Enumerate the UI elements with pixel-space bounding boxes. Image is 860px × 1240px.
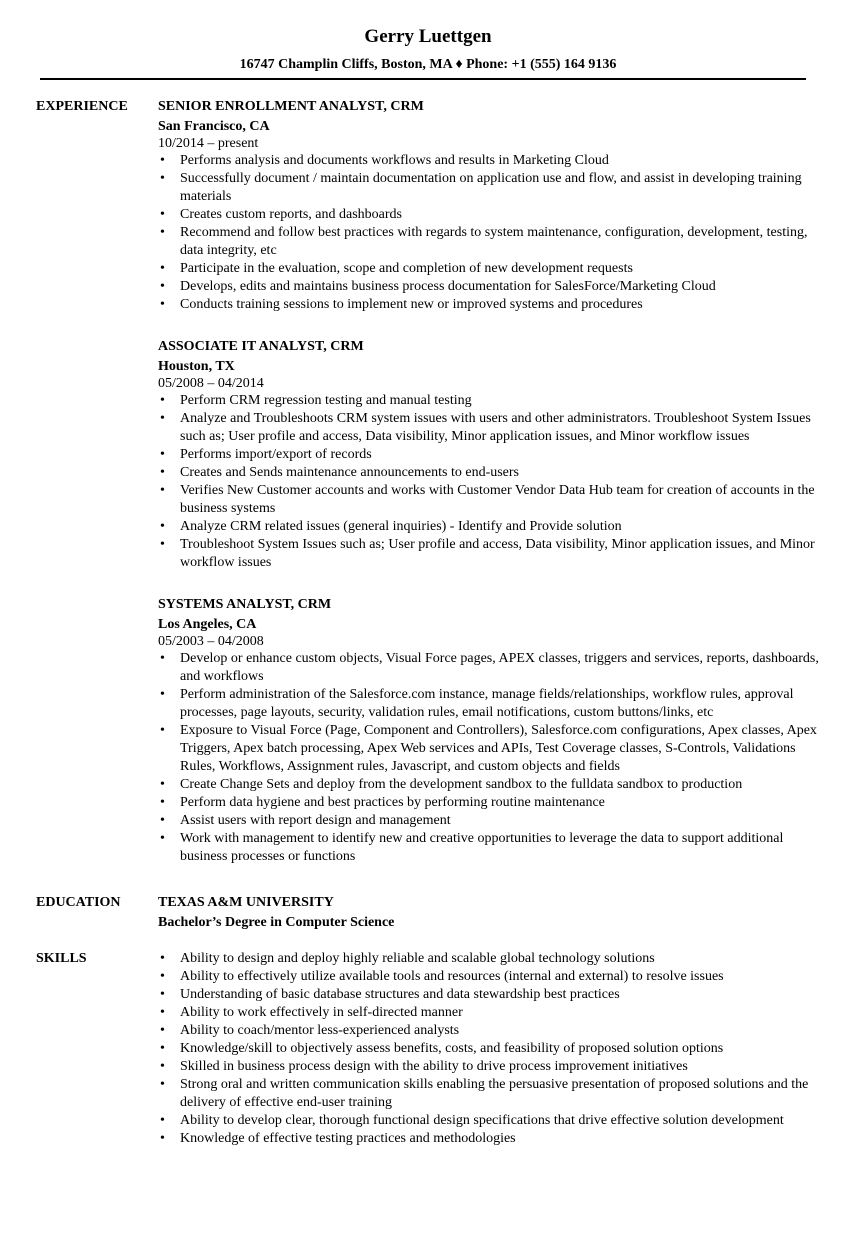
job-bullet: • Perform data hygiene and best practices by performing routine maintenance bbox=[180, 794, 820, 812]
job-bullet: • Recommend and follow best practices with regards to system maintenance, configuration, development, testing, data integrity, etc bbox=[180, 224, 820, 260]
skill-item: • Strong oral and written communication skills enabling the persuasive presentation of proposed solutions and the delivery of effective end-user training bbox=[180, 1076, 820, 1112]
skill-item: • Ability to effectively utilize available tools and resources (internal and external) to resolve issues bbox=[180, 968, 820, 986]
experience-body bbox=[158, 98, 820, 866]
job-bullet: • Creates custom reports, and dashboards bbox=[180, 206, 820, 224]
experience-section bbox=[36, 98, 820, 866]
skills-section bbox=[36, 950, 820, 1148]
education-degree: Bachelor’s Degree in Computer Science bbox=[158, 915, 395, 930]
experience-label: EXPERIENCE bbox=[36, 99, 128, 114]
job-bullet: • Create Change Sets and deploy from the development sandbox to the fulldata sandbox to production bbox=[180, 776, 820, 794]
job-bullet: • Work with management to identify new and creative opportunities to leverage the data to support additional business processes or functions bbox=[180, 830, 820, 866]
candidate-name: Gerry Luettgen bbox=[364, 26, 492, 47]
contact-line: 16747 Champlin Cliffs, Boston, MA ♦ Phone: +1 (555) 164 9136 bbox=[239, 57, 617, 72]
job-bullet: • Exposure to Visual Force (Page, Component and Controllers), Salesforce.com configurations, Apex classes, Apex Triggers, Apex batch processing, Apex Web services and APIs, Test Coverage classes, S-Controls, Validations Rules, Workflows, Assignment rules, Javascript, and custom objects and fields bbox=[180, 722, 820, 776]
job-bullets bbox=[158, 392, 820, 572]
job-dates: 05/2008 – 04/2014 bbox=[158, 376, 264, 391]
skills-label: SKILLS bbox=[36, 951, 87, 966]
job-title: SYSTEMS ANALYST, CRM bbox=[158, 597, 332, 612]
skill-item: • Knowledge/skill to objectively assess benefits, costs, and feasibility of proposed solution options bbox=[180, 1040, 820, 1058]
skill-item: • Ability to work effectively in self-directed manner bbox=[180, 1004, 820, 1022]
education-body bbox=[158, 894, 820, 932]
education-school: TEXAS A&M UNIVERSITY bbox=[158, 895, 334, 910]
job-location: Houston, TX bbox=[158, 359, 235, 374]
skill-item: • Understanding of basic database structures and data stewardship best practices bbox=[180, 986, 820, 1004]
job-entry bbox=[158, 338, 820, 572]
job-bullet: • Performs analysis and documents workflows and results in Marketing Cloud bbox=[180, 152, 820, 170]
job-bullets bbox=[158, 650, 820, 866]
skill-item: • Ability to coach/mentor less-experienced analysts bbox=[180, 1022, 820, 1040]
job-bullet: • Perform administration of the Salesforce.com instance, manage fields/relationships, workflow rules, approval processes, page layouts, security, validation rules, email notifications, custom buttons/links, etc bbox=[180, 686, 820, 722]
job-bullet: • Participate in the evaluation, scope and completion of new development requests bbox=[180, 260, 820, 278]
job-bullet: • Analyze CRM related issues (general inquiries) - Identify and Provide solution bbox=[180, 518, 820, 536]
job-bullet: • Develops, edits and maintains business process documentation for SalesForce/Marketing Cloud bbox=[180, 278, 820, 296]
job-location: Los Angeles, CA bbox=[158, 617, 257, 632]
job-bullet: • Creates and Sends maintenance announcements to end-users bbox=[180, 464, 820, 482]
skills-body bbox=[158, 950, 820, 1148]
skill-item: • Knowledge of effective testing practices and methodologies bbox=[180, 1130, 820, 1148]
skills-list bbox=[158, 950, 820, 1148]
header-divider bbox=[40, 78, 806, 80]
skill-item: • Ability to design and deploy highly reliable and scalable global technology solutions bbox=[180, 950, 820, 968]
education-label: EDUCATION bbox=[36, 895, 121, 910]
job-bullet: • Analyze and Troubleshoots CRM system issues with users and other administrators. Troubleshoot System Issues such as; User profile and access, Data visibility, Minor application issues, and Minor workflow issues bbox=[180, 410, 820, 446]
job-dates: 05/2003 – 04/2008 bbox=[158, 634, 264, 649]
job-entry bbox=[158, 596, 820, 866]
job-bullet: • Troubleshoot System Issues such as; User profile and access, Data visibility, Minor application issues, and Minor workflow issues bbox=[180, 536, 820, 572]
job-bullet: • Perform CRM regression testing and manual testing bbox=[180, 392, 820, 410]
job-bullet: • Verifies New Customer accounts and works with Customer Vendor Data Hub team for creation of accounts in the business systems bbox=[180, 482, 820, 518]
job-title: SENIOR ENROLLMENT ANALYST, CRM bbox=[158, 99, 424, 114]
skill-item: • Skilled in business process design with the ability to drive process improvement initiatives bbox=[180, 1058, 820, 1076]
job-entry bbox=[158, 98, 820, 314]
job-location: San Francisco, CA bbox=[158, 119, 270, 134]
job-bullet: • Assist users with report design and management bbox=[180, 812, 820, 830]
job-bullet: • Successfully document / maintain documentation on application use and flow, and assist in developing training materials bbox=[180, 170, 820, 206]
education-section bbox=[36, 894, 820, 932]
skill-item: • Ability to develop clear, thorough functional design specifications that drive effective solution development bbox=[180, 1112, 820, 1130]
job-dates: 10/2014 – present bbox=[158, 136, 259, 151]
job-bullet: • Develop or enhance custom objects, Visual Force pages, APEX classes, triggers and services, reports, dashboards, and workflows bbox=[180, 650, 820, 686]
job-bullet: • Performs import/export of records bbox=[180, 446, 820, 464]
job-bullets bbox=[158, 152, 820, 314]
job-bullet: • Conducts training sessions to implement new or improved systems and procedures bbox=[180, 296, 820, 314]
job-title: ASSOCIATE IT ANALYST, CRM bbox=[158, 339, 364, 354]
